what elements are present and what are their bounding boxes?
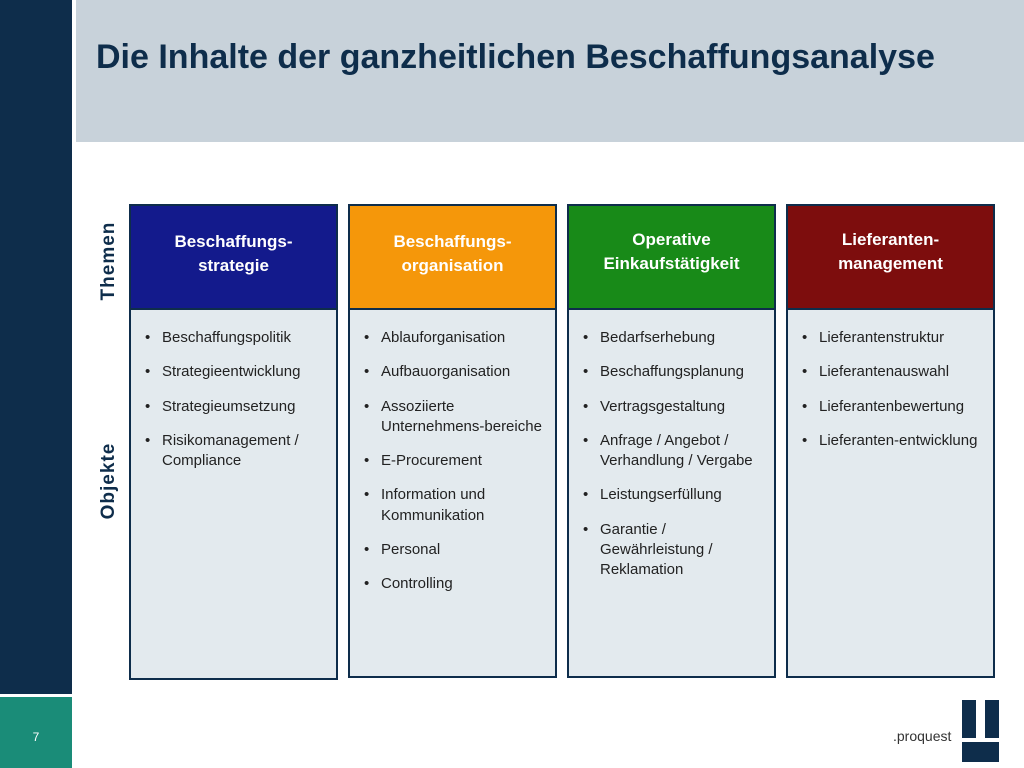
- list-item: • Aufbauorganisation: [360, 362, 545, 382]
- column-body: [567, 310, 776, 678]
- logo-mark-icon: [962, 700, 976, 738]
- left-accent-bar: [0, 0, 72, 694]
- side-label-objekte: Objekte: [98, 442, 119, 520]
- list-item: • E-Procurement: [360, 451, 545, 471]
- column-header: [567, 204, 776, 310]
- title-band: [76, 0, 1024, 142]
- list-item: • Lieferantenstruktur: [798, 328, 983, 348]
- column-header: [129, 204, 338, 310]
- column-lieferantenmanagement: [786, 204, 995, 678]
- list-item: • Beschaffungspolitik: [141, 328, 326, 348]
- logo-mark-icon: [962, 742, 999, 762]
- column-header: [786, 204, 995, 310]
- list-item: • Controlling: [360, 574, 545, 594]
- list-item: • Bedarfserhebung: [579, 328, 764, 348]
- list-item: • Strategieumsetzung: [141, 397, 326, 417]
- list-item: • Ablauforganisation: [360, 328, 545, 348]
- column-beschaffungsstrategie: [129, 204, 338, 680]
- column-body: [129, 310, 338, 680]
- page-number: 7: [32, 730, 40, 744]
- column-header: [348, 204, 557, 310]
- list-item: • Anfrage / Angebot / Verhandlung / Vergabe: [579, 431, 764, 472]
- list-item: • Lieferantenauswahl: [798, 362, 983, 382]
- column-header-text: Operative Einkaufstätigkeit: [603, 230, 740, 273]
- column-header-text: Lieferanten- management: [838, 230, 943, 273]
- list-item: • Risikomanagement / Compliance: [141, 431, 326, 472]
- logo-text: .proquest: [893, 728, 952, 744]
- column-operative-einkaufstaetigkeit: [567, 204, 776, 678]
- column-body: [348, 310, 557, 678]
- list-item: • Lieferanten-entwicklung: [798, 431, 983, 451]
- logo-mark-icon: [985, 700, 999, 738]
- list-item: • Garantie / Gewährleistung / Reklamation: [579, 520, 764, 581]
- slide-title: Die Inhalte der ganzheitlichen Beschaffungsanalyse: [96, 38, 935, 76]
- column-header-text: Beschaffungs- strategie: [174, 232, 293, 275]
- column-beschaffungsorganisation: [348, 204, 557, 678]
- side-label-themen: Themen: [98, 221, 119, 301]
- column-header-text: Beschaffungs- organisation: [393, 232, 512, 275]
- list-item: • Lieferantenbewertung: [798, 397, 983, 417]
- list-item: • Beschaffungsplanung: [579, 362, 764, 382]
- list-item: • Personal: [360, 540, 545, 560]
- list-item: • Leistungserfüllung: [579, 485, 764, 505]
- list-item: • Vertragsgestaltung: [579, 397, 764, 417]
- list-item: • Assoziierte Unternehmens-bereiche: [360, 397, 545, 438]
- list-item: • Strategieentwicklung: [141, 362, 326, 382]
- list-item: • Information und Kommunikation: [360, 485, 545, 526]
- column-body: [786, 310, 995, 678]
